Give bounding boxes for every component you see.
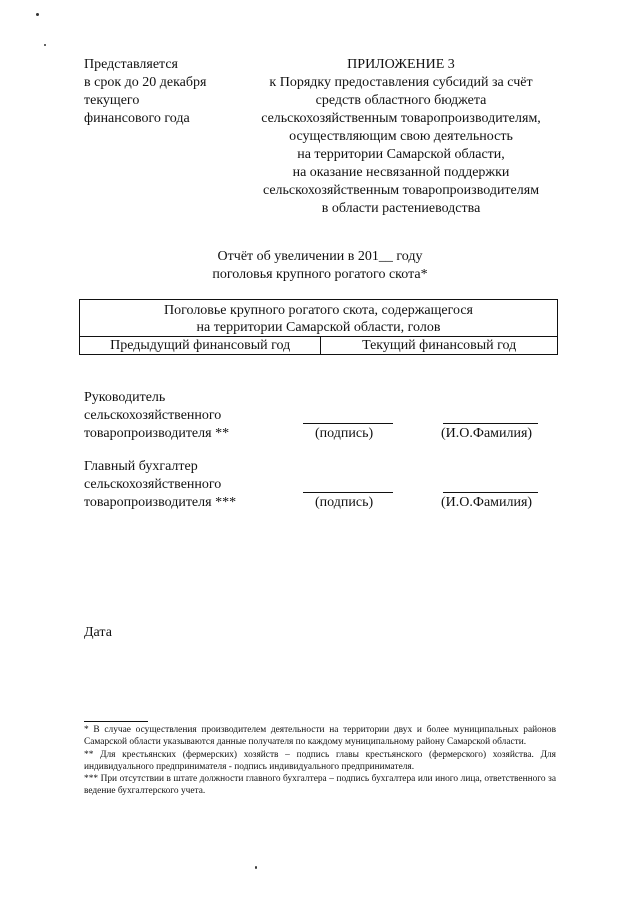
head-signature-caption: (подпись) bbox=[315, 426, 374, 441]
table-header-cell bbox=[80, 300, 558, 337]
head-name-caption: (И.О.Фамилия) bbox=[441, 426, 533, 441]
head-label-line: товаропроизводителя ** bbox=[84, 426, 230, 441]
footnote-separator bbox=[84, 721, 148, 722]
table-header-row bbox=[80, 300, 558, 337]
annex-line: сельскохозяйственным товаропроизводителям bbox=[262, 183, 540, 198]
table-header-line1: Поголовье крупного рогатого скота, содержащегося bbox=[164, 303, 473, 318]
footnote-1: * В случае осуществления производителем деятельности на территории двух и более муниципальных районов Самарской области указываются данные получателя по каждому муниципальному району Самарской области. bbox=[84, 725, 556, 748]
table-header-line2: на территории Самарской области, голов bbox=[196, 320, 441, 335]
date-label: Дата bbox=[84, 625, 112, 640]
scan-speck bbox=[36, 13, 39, 16]
accountant-name-line bbox=[443, 492, 538, 493]
head-label-line: сельскохозяйственного bbox=[84, 408, 222, 423]
annex-line: сельскохозяйственным товаропроизводителям, bbox=[261, 111, 541, 126]
accountant-label-line: товаропроизводителя *** bbox=[84, 495, 237, 510]
report-title-line1: Отчёт об увеличении в 201__ году bbox=[217, 249, 423, 264]
annex-heading bbox=[236, 56, 566, 218]
annex-line: осуществляющим свою деятельность bbox=[289, 129, 513, 144]
table-columns-row bbox=[80, 337, 558, 355]
col-current-year: Текущий финансовый год bbox=[321, 337, 558, 355]
annex-line: на территории Самарской области, bbox=[297, 147, 505, 162]
scan-speck bbox=[44, 44, 46, 46]
accountant-signature-caption: (подпись) bbox=[315, 495, 374, 510]
submission-line: Представляется bbox=[84, 57, 178, 72]
accountant-signature-label bbox=[84, 458, 284, 512]
footnote-2: ** Для крестьянских (фермерских) хозяйств – подпись главы крестьянского (фермерского) хозяйства. Для индивидуального предпринимателя - подпись индивидуального предпринимателя. bbox=[84, 749, 556, 772]
head-label-line: Руководитель bbox=[84, 390, 166, 405]
accountant-label-line: сельскохозяйственного bbox=[84, 477, 222, 492]
annex-line: в области растениеводства bbox=[321, 201, 481, 216]
submission-line: финансового года bbox=[84, 111, 190, 126]
accountant-signature-line bbox=[303, 492, 393, 493]
submission-line: текущего bbox=[84, 93, 140, 108]
report-title bbox=[120, 248, 520, 284]
annex-line: средств областного бюджета bbox=[315, 93, 487, 108]
footnote-3: *** При отсутствии в штате должности главного бухгалтера – подпись бухгалтера или иного лица, ответственного за ведение бухгалтерского учета. bbox=[84, 774, 556, 797]
scan-speck bbox=[255, 866, 257, 869]
report-title-line2: поголовья крупного рогатого скота* bbox=[212, 267, 428, 282]
accountant-name-caption: (И.О.Фамилия) bbox=[441, 495, 533, 510]
col-previous-year: Предыдущий финансовый год bbox=[80, 337, 321, 355]
head-signature-label bbox=[84, 389, 284, 443]
annex-title: ПРИЛОЖЕНИЕ 3 bbox=[347, 57, 455, 72]
submission-line: в срок до 20 декабря bbox=[84, 75, 207, 90]
footnotes bbox=[84, 724, 556, 798]
annex-line: к Порядку предоставления субсидий за счёт bbox=[269, 75, 533, 90]
head-name-line bbox=[443, 423, 538, 424]
accountant-label-line: Главный бухгалтер bbox=[84, 459, 198, 474]
head-signature-line bbox=[303, 423, 393, 424]
annex-line: на оказание несвязанной поддержки bbox=[292, 165, 510, 180]
livestock-table bbox=[79, 299, 558, 355]
